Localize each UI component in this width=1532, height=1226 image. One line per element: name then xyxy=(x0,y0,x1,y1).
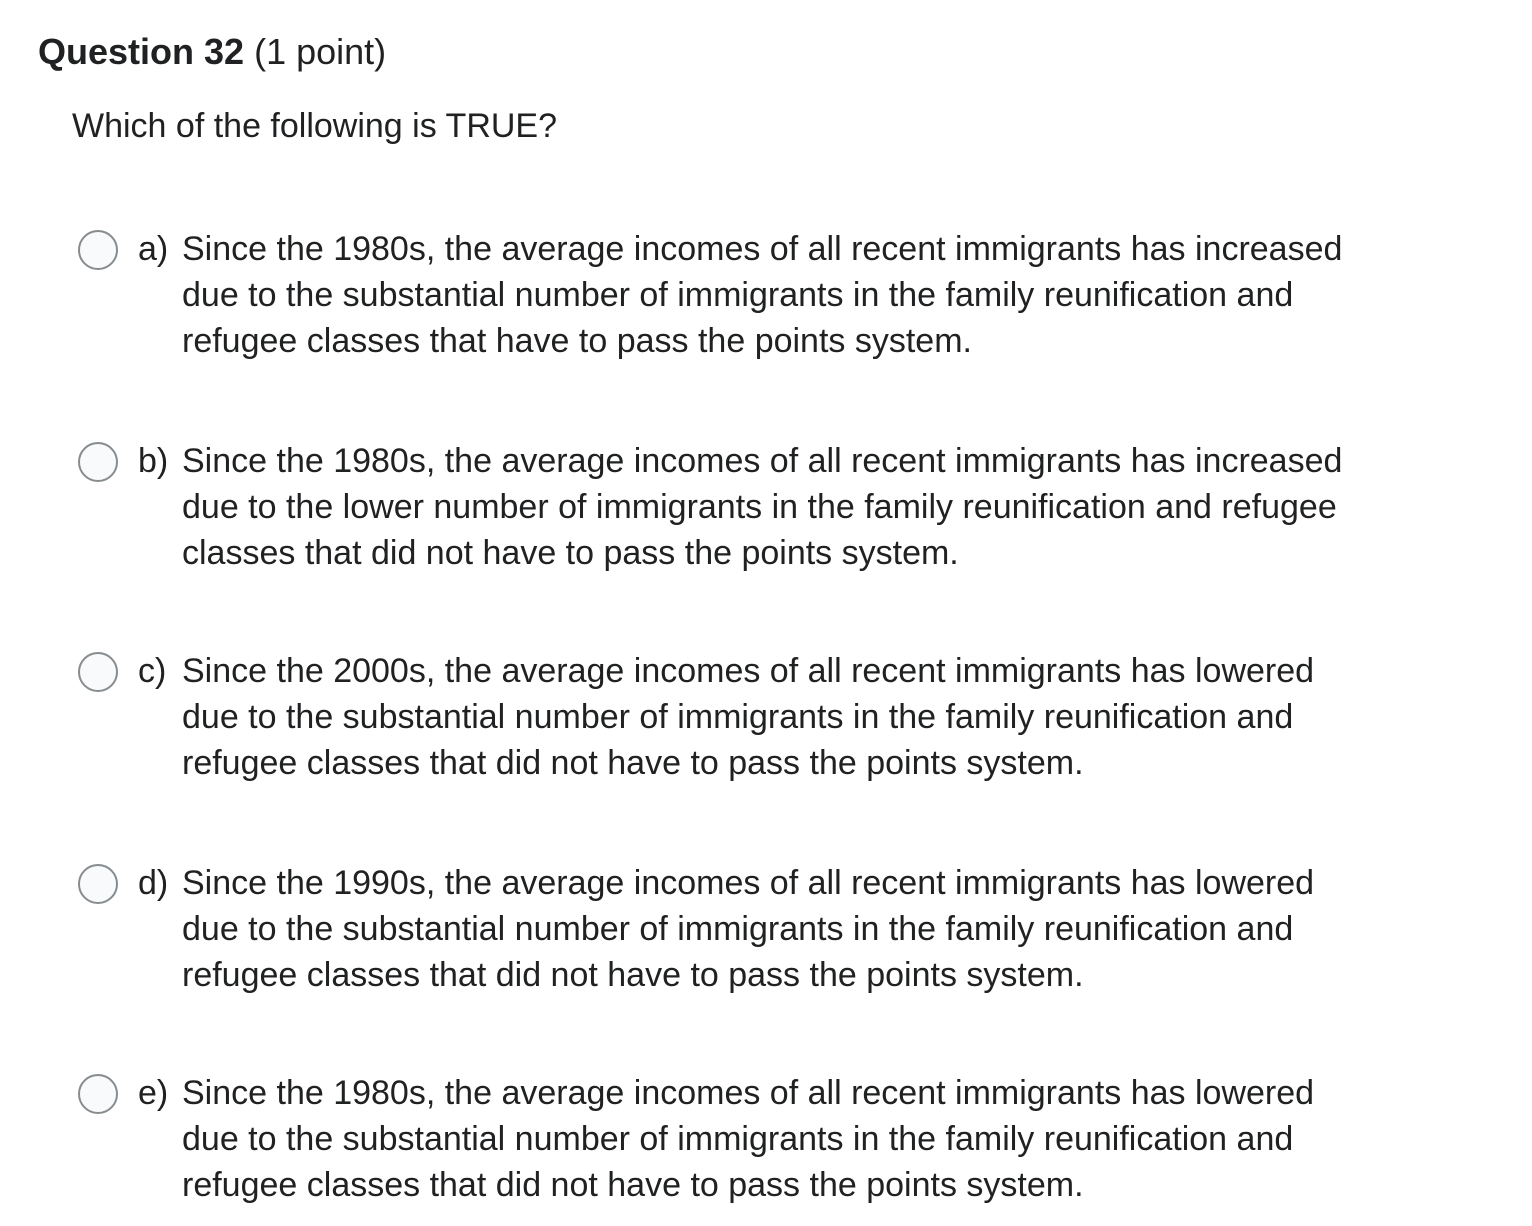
radio-button-b[interactable] xyxy=(78,442,118,482)
answer-option-a[interactable] xyxy=(78,226,1518,364)
answer-option-d[interactable] xyxy=(78,860,1518,998)
radio-button-a[interactable] xyxy=(78,230,118,270)
option-letter-d: d) xyxy=(138,864,169,902)
question-points: (1 point) xyxy=(254,31,387,72)
option-letter-a: a) xyxy=(138,230,169,268)
answer-option-b[interactable] xyxy=(78,438,1518,576)
option-text-a: Since the 1980s, the average incomes of all recent immigrants has increased due to the substantial number of immigrants in the family reunification and refugee classes that have to pass the points system. xyxy=(182,230,1343,360)
option-letter-c: c) xyxy=(138,652,167,690)
radio-button-c[interactable] xyxy=(78,652,118,692)
option-letter-e: e) xyxy=(138,1074,169,1112)
option-text-b: Since the 1980s, the average incomes of all recent immigrants has increased due to the lower number of immigrants in the family reunification and refugee classes that did not have to pass the points system. xyxy=(182,442,1343,572)
option-text-d: Since the 1990s, the average incomes of all recent immigrants has lowered due to the substantial number of immigrants in the family reunification and refugee classes that did not have to pass the points system. xyxy=(182,864,1315,994)
option-letter-b: b) xyxy=(138,442,169,480)
option-text-c: Since the 2000s, the average incomes of all recent immigrants has lowered due to the substantial number of immigrants in the family reunification and refugee classes that did not have to pass the points system. xyxy=(182,652,1315,782)
question-header xyxy=(38,30,386,74)
answer-option-e[interactable] xyxy=(78,1070,1518,1208)
radio-button-e[interactable] xyxy=(78,1074,118,1114)
radio-button-d[interactable] xyxy=(78,864,118,904)
option-text-e: Since the 1980s, the average incomes of all recent immigrants has lowered due to the substantial number of immigrants in the family reunification and refugee classes that did not have to pass the points system. xyxy=(182,1074,1315,1204)
question-prompt: Which of the following is TRUE? xyxy=(72,107,558,145)
question-number: Question 32 xyxy=(38,31,245,72)
answer-option-c[interactable] xyxy=(78,648,1518,786)
